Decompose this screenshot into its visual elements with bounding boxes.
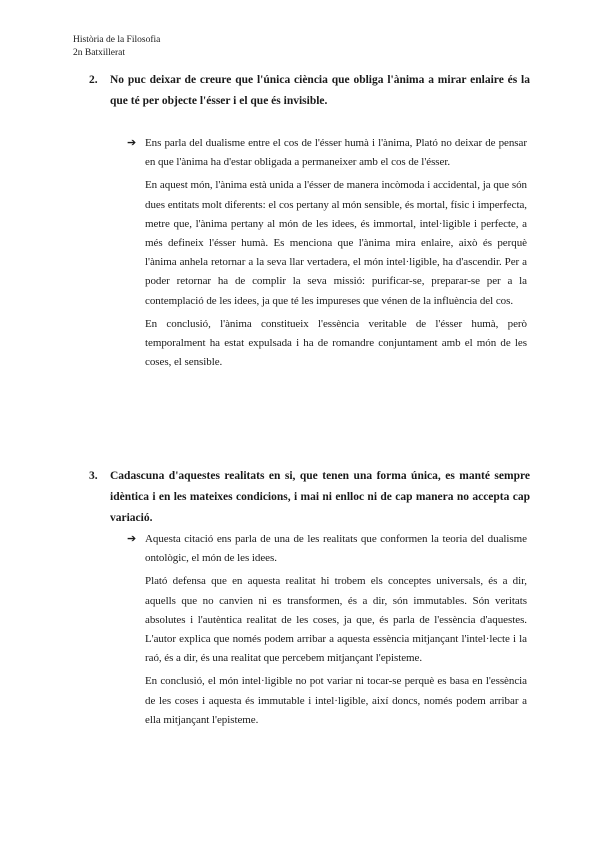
answer-2-paragraph-3: En conclusió, l'ànima constitueix l'essència veritable de l'ésser humà, però temporalment ha estat expulsada i ha de romandre conjuntament amb el món de les coses, el sensible. bbox=[145, 317, 527, 369]
answer-2-paragraph-2: En aquest món, l'ànima està unida a l'ésser de manera incòmoda i accidental, ja que són dues entitats molt diferents: el cos pertany al món sensible, és mortal, físic i imperfecta, metre que, l'ànima pertany al món de les idees, és immortal, intel·ligible i perfecte, a més defineix l'ésser humà. Es menciona que l'ànima mira enlaire, això és perquè l'ànima anhela retornar a la seva llar vertadera, el món intel·ligible, ha d'ascendir. Per a poder retornar ha de complir la seva missió: purificar-se, preparar-se per a la contemplació de les idees, ja que té les impureses que vénen de la influència del cos. bbox=[145, 179, 527, 307]
question-2-title bbox=[89, 70, 530, 112]
answer-3 bbox=[145, 530, 527, 734]
arrow-icon: ➔ bbox=[127, 533, 137, 545]
answer-2-paragraph-1: Ens parla del dualisme entre el cos de l'ésser humà i l'ànima, Plató no deixar de pensar en que l'ànima ha d'estar obligada a permaneixer amb el cos de l'ésser. bbox=[145, 137, 527, 169]
question-3-text: Cadascuna d'aquestes realitats en si, que tenen una forma única, es manté sempre idèntica i en les mateixes condicions, i mai ni enlloc ni de cap manera no accepta cap variació. bbox=[110, 470, 530, 524]
question-3-title bbox=[89, 466, 530, 529]
page-header bbox=[73, 34, 160, 60]
header-subject: Història de la Filosofia bbox=[73, 35, 161, 45]
answer-2 bbox=[145, 134, 527, 376]
answer-3-paragraph-2: Plató defensa que en aquesta realitat hi trobem els conceptes universals, és a dir, aquells que no canvien ni es transformen, és a dir, són immutables. Són veritats absolutes i l'autèntica realitat de les coses, ja que, és parla de l'essència d'aquestes. L'autor explica que només podem arribar a aquesta essència mitjançant l'intel·lecte i la raó, és a dir, és una realitat que percebem mitjançant l'episteme. bbox=[145, 575, 527, 665]
answer-3-paragraph-1: Aquesta citació ens parla de una de les realitats que conformen la teoria del dualisme ontològic, el món de les idees. bbox=[145, 533, 527, 565]
question-2-number: 2. bbox=[89, 74, 98, 86]
header-course: 2n Batxillerat bbox=[73, 48, 125, 58]
answer-3-paragraph-3: En conclusió, el món intel·ligible no pot variar ni tocar-se perquè es basa en l'essència de les coses i aquesta és immutable i intel·ligible, així doncs, només podem arribar a ella mitjançant l'episteme. bbox=[145, 675, 527, 726]
arrow-icon: ➔ bbox=[127, 137, 137, 149]
question-3-number: 3. bbox=[89, 470, 98, 482]
question-2-text: No puc deixar de creure que l'única ciència que obliga l'ànima a mirar enlaire és la que té per objecte l'ésser i el que és invisible. bbox=[110, 74, 530, 107]
